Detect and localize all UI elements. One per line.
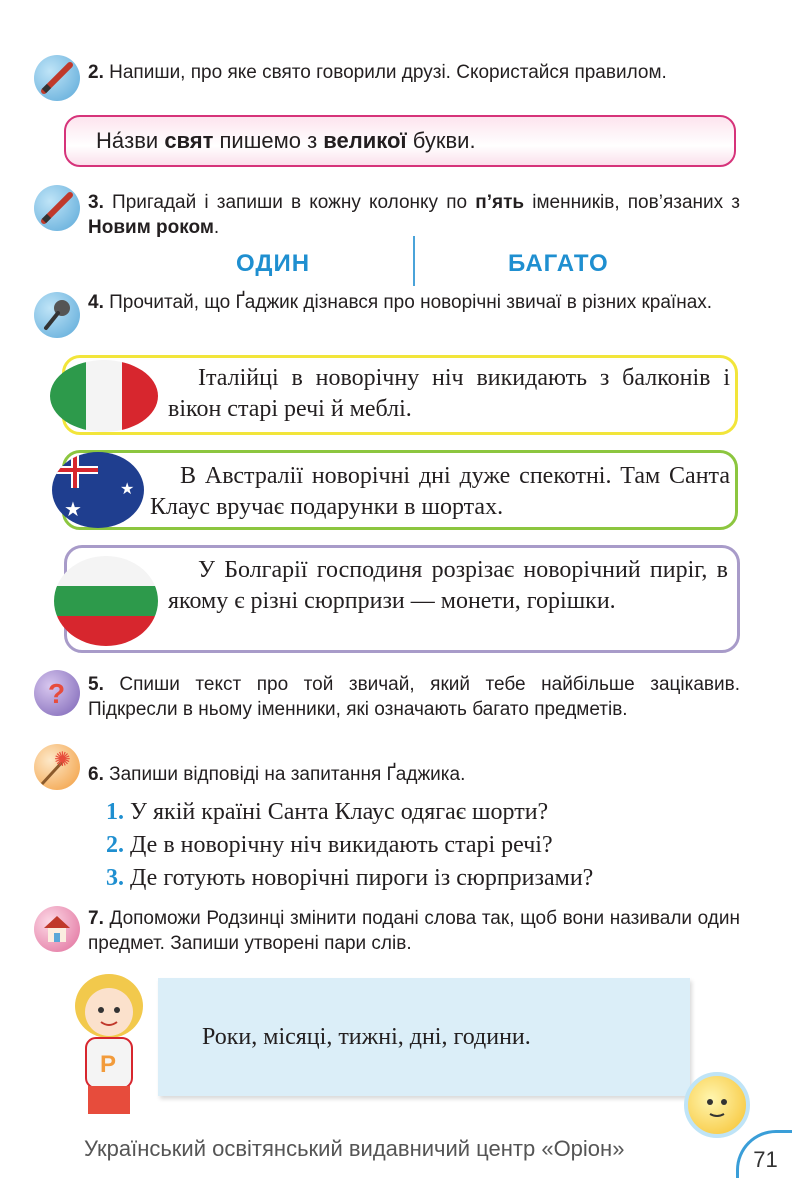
task-6 bbox=[88, 762, 740, 787]
publisher-footer: Український освітянський видавничий центр «Оріон» bbox=[84, 1136, 625, 1161]
column-one-heading: ОДИН bbox=[236, 250, 311, 277]
rule-box bbox=[64, 115, 736, 167]
rule-part-3: букви. bbox=[406, 128, 476, 153]
task-3-number: 3. bbox=[88, 192, 104, 213]
svg-text:★: ★ bbox=[64, 499, 82, 521]
question-item bbox=[106, 796, 593, 829]
column-many-heading: БАГАТО bbox=[508, 250, 609, 277]
task-2-number: 2. bbox=[88, 62, 104, 83]
fact-australia-text: В Австралії новорічні дні дуже спекотні. Там Санта Клаус вручає подарунки в шортах. bbox=[150, 463, 730, 520]
house-icon bbox=[34, 906, 80, 952]
smiley-icon bbox=[684, 1072, 750, 1138]
rule-bold-1: свят bbox=[164, 128, 214, 153]
task-3-bold-2: Новим роком bbox=[88, 217, 214, 238]
question-number: 3. bbox=[106, 865, 124, 891]
words-note: Роки, місяці, тижні, дні, години. bbox=[158, 978, 690, 1096]
question-number: 1. bbox=[106, 799, 124, 825]
task-3-text-2: іменників, пов’язаних з bbox=[524, 192, 740, 213]
svg-text:?: ? bbox=[48, 678, 66, 709]
svg-text:✺: ✺ bbox=[54, 749, 71, 771]
question-text: Де в новорічну ніч викидають старі речі? bbox=[130, 832, 553, 858]
svg-text:★: ★ bbox=[120, 481, 135, 498]
fact-italy-text: Італійці в новорічну ніч викидають з балконів і вікон старі речі й меблі. bbox=[168, 365, 730, 422]
question-number: 2. bbox=[106, 832, 124, 858]
task-4-text: Прочитай, що Ґаджик дізнався про новорічні звичаї в різних країнах. bbox=[109, 292, 713, 313]
rule-bold-2: великої bbox=[323, 128, 407, 153]
task-7-number: 7. bbox=[88, 908, 104, 929]
task-7 bbox=[88, 906, 740, 956]
task-6-number: 6. bbox=[88, 764, 104, 785]
rule-part-1: На́зви bbox=[96, 128, 165, 153]
girl-illustration bbox=[54, 968, 164, 1118]
italy-flag-icon bbox=[50, 360, 158, 432]
task-3-text-1: Пригадай і запиши в кожну колонку по bbox=[112, 192, 476, 213]
task-4-number: 4. bbox=[88, 292, 104, 313]
questions-list bbox=[106, 796, 593, 895]
bulgaria-flag-icon bbox=[54, 556, 158, 646]
task-2 bbox=[88, 60, 740, 85]
task-6-text: Запиши відповіді на запитання Ґаджика. bbox=[109, 764, 466, 785]
question-item bbox=[106, 829, 593, 862]
task-4 bbox=[88, 290, 740, 315]
question-text: Де готують новорічні пироги із сюрпризами? bbox=[130, 865, 594, 891]
task-3-text-3: . bbox=[213, 217, 220, 238]
sparkler-icon bbox=[34, 744, 80, 790]
rule-part-2: пишемо з bbox=[213, 128, 324, 153]
question-item bbox=[106, 862, 593, 895]
column-divider bbox=[413, 236, 415, 286]
task-5-number: 5. bbox=[88, 674, 104, 695]
task-7-text: Допоможи Родзинці змінити подані слова так, щоб вони називали один предмет. Запиши утворені пари слів. bbox=[88, 908, 741, 954]
question-text: У якій країні Санта Клаус одягає шорти? bbox=[130, 799, 549, 825]
task-2-text: Напиши, про яке свято говорили друзі. Скористайся правилом. bbox=[109, 62, 667, 83]
page-number: 71 bbox=[736, 1130, 792, 1178]
pen-icon bbox=[34, 185, 80, 231]
task-3 bbox=[88, 190, 740, 240]
fact-bulgaria-text: У Болгарії господиня розрізає новорічний пиріг, в якому є різні сюрпризи — монети, горішки. bbox=[168, 557, 728, 614]
australia-flag-icon bbox=[52, 452, 144, 528]
question-icon bbox=[34, 670, 80, 716]
task-3-bold-1: п’ять bbox=[475, 192, 525, 213]
microphone-icon bbox=[34, 292, 80, 338]
pen-icon bbox=[34, 55, 80, 101]
task-5 bbox=[88, 672, 740, 722]
task-5-text: Спиши текст про той звичай, який тебе найбільше зацікавив. Підкресли в ньому іменники, які означають багато предметів. bbox=[88, 674, 740, 720]
svg-text:P: P bbox=[100, 1051, 117, 1078]
